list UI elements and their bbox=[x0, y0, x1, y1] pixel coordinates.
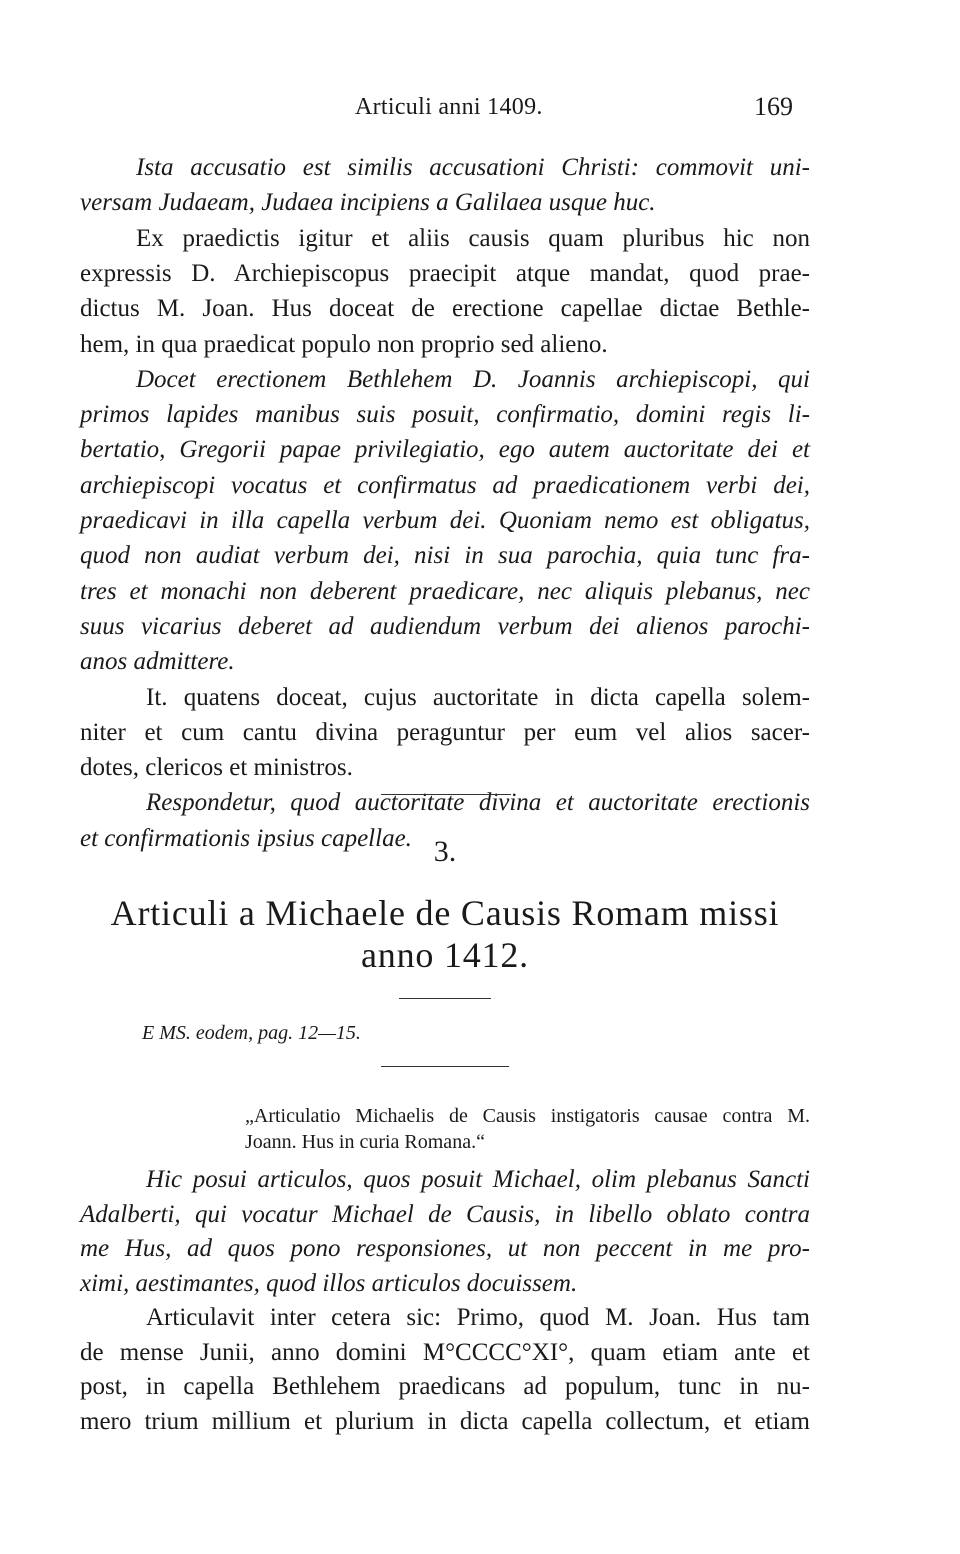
title-divider bbox=[399, 998, 491, 999]
section-divider bbox=[381, 794, 511, 795]
text-line: post, in capella Bethlehem praedicans ad populum, tunc in nu- bbox=[80, 1373, 810, 1400]
running-header: Articuli anni 1409. bbox=[355, 94, 543, 120]
text-line: ximi, aestimantes, quod illos articulos docuissem. bbox=[80, 1269, 578, 1297]
text-line: primos lapides manibus suis posuit, confirmatio, domini regis li- bbox=[80, 401, 810, 429]
source-divider bbox=[381, 1066, 509, 1067]
section-title-line-1: Articuli a Michaele de Causis Romam missi bbox=[110, 893, 780, 933]
section-number: 3. bbox=[433, 835, 457, 868]
text-line: archiepiscopi vocatus et confirmatus ad praedicationem verbi dei, bbox=[80, 471, 810, 499]
text-line: It. quatens doceat, cujus auctoritate in dicta capella solem- bbox=[146, 683, 810, 711]
text-line: de mense Junii, anno domini M°CCCC°XI°, quam etiam ante et bbox=[80, 1338, 810, 1366]
quote-line: Joann. Hus in curia Romana.“ bbox=[245, 1131, 485, 1153]
section-title-line-2: anno 1412. bbox=[361, 935, 529, 975]
text-line: praedicavi in illa capella verbum dei. Quoniam nemo est obligatus, bbox=[80, 507, 810, 534]
text-line: Docet erectionem Bethlehem D. Joannis archiepiscopi, qui bbox=[136, 365, 810, 393]
text-line: Ex praedictis igitur et aliis causis quam pluribus hic non bbox=[136, 224, 810, 252]
text-line: Ista accusatio est similis accusationi Christi: commovit uni- bbox=[136, 154, 810, 181]
text-line: et confirmationis ipsius capellae. bbox=[80, 824, 412, 852]
text-line: suus vicarius deberet ad audiendum verbum dei alienos parochi- bbox=[80, 612, 810, 640]
text-line: niter et cum cantu divina peraguntur per eum vel alios sacer- bbox=[80, 718, 810, 746]
text-line: bertatio, Gregorii papae privilegiatio, ego autem auctoritate dei et bbox=[80, 436, 810, 464]
source-note: E MS. eodem, pag. 12—15. bbox=[142, 1022, 361, 1044]
page-number: 169 bbox=[754, 92, 793, 121]
text-line: versam Judaeam, Judaea incipiens a Galilaea usque huc. bbox=[80, 189, 656, 217]
text-line: tres et monachi non deberent praedicare, nec aliquis plebanus, nec bbox=[80, 577, 810, 605]
text-line: anos admittere. bbox=[80, 648, 235, 676]
text-line: Adalberti, qui vocatur Michael de Causis, in libello oblato contra bbox=[80, 1200, 810, 1228]
text-line: expressis D. Archiepiscopus praecipit atque mandat, quod prae- bbox=[80, 259, 810, 287]
text-line: quod non audiat verbum dei, nisi in sua parochia, quia tunc fra- bbox=[80, 542, 810, 570]
quote-line: „Articulatio Michaelis de Causis instigatoris causae contra M. bbox=[245, 1105, 810, 1127]
text-line: dictus M. Joan. Hus doceat de erectione capellae dictae Bethle- bbox=[80, 295, 810, 323]
text-line: mero trium millium et plurium in dicta capella collectum, et etiam bbox=[80, 1407, 810, 1435]
text-line: dotes, clericos et ministros. bbox=[80, 754, 353, 782]
text-line: me Hus, ad quos pono responsiones, ut non peccent in me pro- bbox=[80, 1235, 810, 1262]
text-line: Hic posui articulos, quos posuit Michael, olim plebanus Sancti bbox=[146, 1166, 810, 1193]
text-line: Respondetur, quod auctoritate divina et auctoritate erectionis bbox=[146, 789, 810, 817]
text-line: Articulavit inter cetera sic: Primo, quod M. Joan. Hus tam bbox=[146, 1304, 810, 1331]
text-line: hem, in qua praedicat populo non proprio sed alieno. bbox=[80, 330, 608, 358]
